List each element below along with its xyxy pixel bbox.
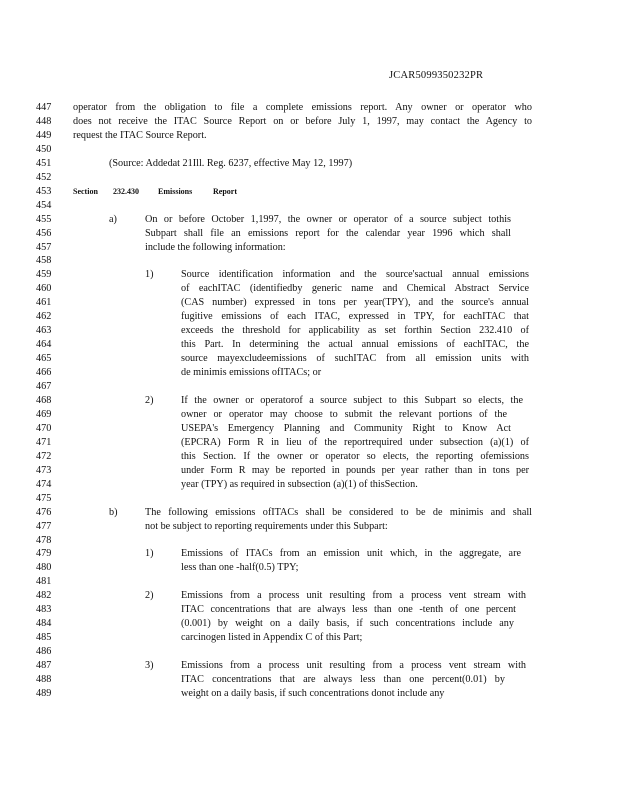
document-line: [0, 561, 618, 574]
line-number: 478: [36, 534, 52, 546]
line-number: 452: [36, 171, 52, 183]
line-text: owner or operator may choose to submit the relevant portions of the: [181, 408, 507, 420]
line-number: 449: [36, 129, 52, 141]
line-number: 454: [36, 199, 52, 211]
document-line: [0, 547, 618, 560]
line-number: 456: [36, 227, 52, 239]
line-text: year (TPY) as required in subsection (a)(1) of thisSection.: [181, 478, 418, 490]
line-number: 488: [36, 673, 52, 685]
document-line: [0, 534, 618, 547]
line-text: The following emissions ofITACs shall be considered to be de minimis and shall: [145, 506, 532, 518]
line-text: less than one -half(0.5) TPY;: [181, 562, 299, 574]
document-line: [0, 199, 618, 212]
line-text: Emissions from a process unit resulting from a process vent stream with: [181, 590, 526, 602]
document-line: [0, 436, 618, 449]
line-text: de minimis emissions ofITACs; or: [181, 367, 322, 379]
line-text: USEPA's Emergency Planning and Community Right to Know Act: [181, 422, 511, 434]
line-number: 465: [36, 353, 52, 365]
line-number: 485: [36, 632, 52, 644]
document-line: [0, 268, 618, 281]
line-number: 462: [36, 311, 52, 323]
line-number: 477: [36, 520, 52, 532]
document-line: [0, 687, 618, 700]
line-text: (Source: Addedat 21Ill. Reg. 6237, effective May 12, 1997): [109, 157, 353, 169]
line-text: fugitive emissions of each ITAC, expressed in TPY, for eachITAC that: [181, 311, 529, 323]
document-line: [0, 645, 618, 658]
document-line: [0, 115, 618, 128]
document-line: [0, 506, 618, 519]
document-line: [0, 659, 618, 672]
line-text: Emissions of ITACs from an emission unit which, in the aggregate, are: [181, 548, 521, 560]
line-text: carcinogen listed in Appendix C of this Part;: [181, 632, 363, 644]
document-line: [0, 631, 618, 644]
document-line: [0, 310, 618, 323]
line-text: not be subject to reporting requirements under this Subpart:: [145, 520, 388, 532]
document-line: [0, 185, 618, 198]
document-line: [0, 101, 618, 114]
line-number: 463: [36, 325, 52, 337]
line-number: 468: [36, 394, 52, 406]
line-text: this Part. In determining the actual annual emissions of eachITAC, the: [181, 339, 529, 351]
section-heading-number: 232.430: [113, 186, 139, 196]
line-number: 460: [36, 283, 52, 295]
document-line: [0, 589, 618, 602]
line-text: under Form R may be reported in pounds per year rather than in tons per: [181, 464, 529, 476]
document-line: [0, 227, 618, 240]
line-number: 480: [36, 562, 52, 574]
line-text: ITAC concentrations that are always less than one percent(0.01) by: [181, 673, 505, 685]
line-number: 458: [36, 255, 52, 267]
line-text: ITAC concentrations that are always less than one -tenth of one percent: [181, 604, 516, 616]
line-number: 482: [36, 590, 52, 602]
line-number: 466: [36, 367, 52, 379]
document-line: [0, 129, 618, 142]
line-number: 489: [36, 687, 52, 699]
line-number: 451: [36, 157, 52, 169]
line-number: 479: [36, 548, 52, 560]
line-number: 471: [36, 436, 52, 448]
document-line: [0, 338, 618, 351]
line-number: 476: [36, 506, 52, 518]
document-line: [0, 296, 618, 309]
section-heading-title: Emissions: [158, 186, 193, 196]
document-line: [0, 673, 618, 686]
line-text: Subpart shall file an emissions report for the calendar year 1996 which shall: [145, 227, 511, 239]
section-heading-suffix: Report: [213, 186, 237, 196]
list-marker: 1): [145, 548, 154, 560]
list-marker: 3): [145, 660, 154, 671]
document-line: [0, 408, 618, 421]
document-line: [0, 422, 618, 435]
line-number: 486: [36, 646, 52, 657]
document-line: [0, 380, 618, 393]
document-line: [0, 241, 618, 254]
line-number: 455: [36, 213, 52, 225]
list-marker: 1): [145, 269, 154, 281]
list-marker: b): [109, 506, 118, 518]
document-line: [0, 603, 618, 616]
document-line: [0, 157, 618, 170]
line-text: of eachITAC (identifiedby generic name and Chemical Abstract Service: [181, 283, 529, 295]
line-text: (0.001) by weight on a daily basis, if such concentrations include any: [181, 618, 514, 630]
line-text: On or before October 1,1997, the owner or operator of a source subject tothis: [145, 213, 511, 225]
line-text: (CAS number) expressed in tons per year(TPY), and the source's annual: [181, 297, 529, 309]
line-text: (EPCRA) Form R in lieu of the reportrequired under subsection (a)(1) of: [181, 436, 529, 448]
document-line: [0, 143, 618, 156]
line-number: 474: [36, 478, 52, 490]
list-marker: 2): [145, 590, 154, 602]
line-number: 470: [36, 422, 52, 434]
line-number: 483: [36, 604, 52, 616]
line-number: 448: [36, 116, 52, 127]
line-number: 457: [36, 241, 52, 253]
line-number: 461: [36, 297, 52, 309]
line-number: 481: [36, 576, 52, 588]
document-id: JCAR5099350232PR: [389, 70, 484, 81]
line-number: 487: [36, 660, 52, 671]
line-text: weight on a daily basis, if such concentrations donot include any: [181, 687, 445, 699]
line-number: 484: [36, 618, 52, 630]
line-number: 472: [36, 450, 52, 462]
document-line: [0, 464, 618, 477]
document-line: [0, 478, 618, 491]
line-number: 473: [36, 464, 52, 476]
line-text: source mayexcludeemissions of suchITAC from all emission units with: [181, 353, 529, 365]
document-line: [0, 492, 618, 505]
line-text: this Section. If the owner or operator so elects, the reporting ofemissions: [181, 450, 529, 462]
document-line: [0, 352, 618, 365]
document-line: [0, 254, 618, 267]
line-text: If the owner or operatorof a source subject to this Subpart so elects, the: [181, 394, 523, 406]
line-text: does not receive the ITAC Source Report on or before July 1, 1997, may contact the Agency to: [73, 116, 532, 127]
document-line: [0, 617, 618, 630]
line-text: request the ITAC Source Report.: [73, 129, 207, 141]
line-number: 450: [36, 143, 52, 155]
document-line: [0, 324, 618, 337]
line-text: include the following information:: [145, 241, 286, 253]
line-number: 459: [36, 269, 52, 281]
line-number: 467: [36, 381, 52, 392]
line-text: Emissions from a process unit resulting from a process vent stream with: [181, 660, 526, 671]
document-line: [0, 282, 618, 295]
document-line: [0, 520, 618, 533]
line-text: operator from the obligation to file a complete emissions report. Any owner or operator who: [73, 102, 532, 113]
line-number: 469: [36, 408, 52, 420]
line-number: 447: [36, 102, 52, 113]
line-number: 453: [36, 185, 52, 197]
document-line: [0, 213, 618, 226]
line-number: 475: [36, 492, 52, 504]
document-line: [0, 366, 618, 379]
document-line: [0, 450, 618, 463]
line-text: Source identification information and the source'sactual annual emissions: [181, 269, 529, 281]
document-line: [0, 394, 618, 407]
list-marker: 2): [145, 394, 154, 406]
line-text: exceeds the threshold for applicability as set forthin Section 232.410 of: [181, 325, 529, 337]
line-number: 464: [36, 339, 52, 351]
list-marker: a): [109, 213, 117, 225]
section-heading-label: Section: [73, 186, 98, 196]
document-line: [0, 575, 618, 588]
document-line: [0, 171, 618, 184]
